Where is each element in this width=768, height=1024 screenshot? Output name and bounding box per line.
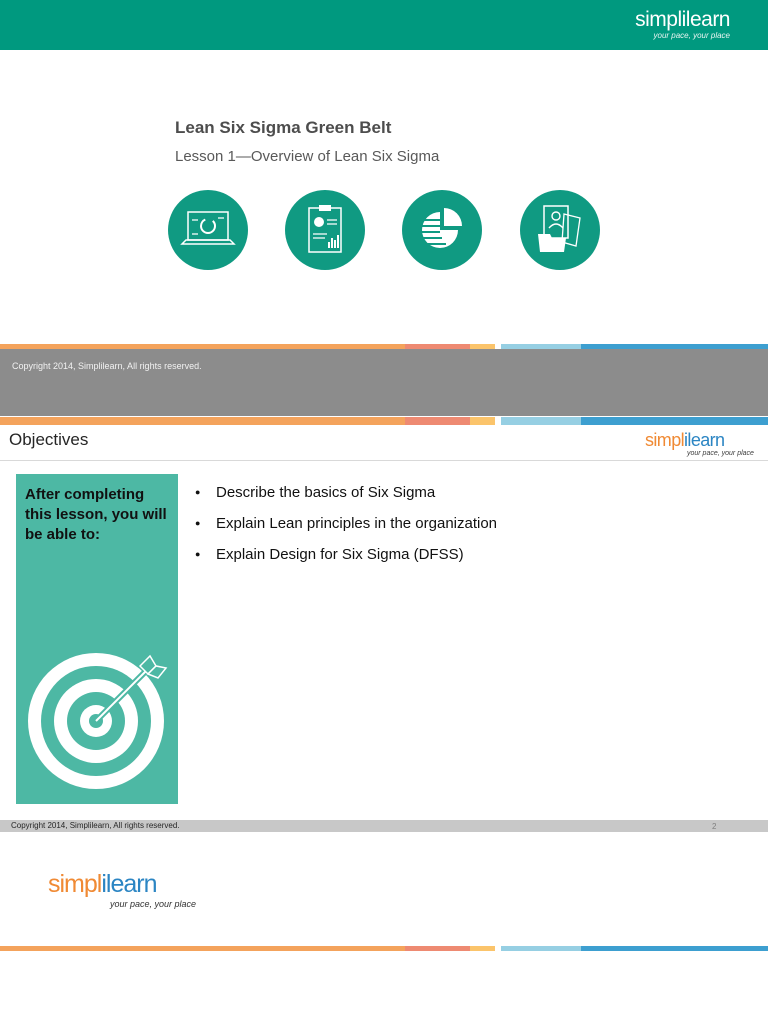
brand-wordmark: simplilearn	[635, 8, 730, 31]
divider	[0, 460, 768, 461]
brand-wordmark: simplilearn	[645, 430, 725, 450]
page-number: 2	[712, 822, 717, 831]
pie-chart-icon	[402, 190, 482, 270]
course-title: Lean Six Sigma Green Belt	[175, 118, 392, 137]
objectives-intro: After completing this lesson, you will be able to:	[25, 486, 167, 543]
decorative-stripe	[0, 946, 768, 951]
slide-footer	[0, 820, 768, 832]
brand-wordmark: simplilearn	[48, 870, 157, 898]
laptop-chart-icon	[168, 190, 248, 270]
decorative-stripe	[0, 417, 768, 425]
list-item: ● Describe the basics of Six Sigma	[195, 483, 497, 502]
target-icon	[16, 644, 178, 804]
header-bar	[0, 0, 768, 50]
brand-logo	[48, 870, 197, 909]
brand-logo	[645, 430, 754, 457]
objectives-panel	[16, 474, 178, 804]
objectives-list	[195, 483, 497, 576]
brand-logo	[635, 9, 730, 40]
profile-folder-icon	[520, 190, 600, 270]
list-item: ● Explain Design for Six Sigma (DFSS)	[195, 545, 497, 564]
copyright-text: Copyright 2014, Simplilearn, All rights reserved.	[11, 821, 180, 830]
clipboard-report-icon	[285, 190, 365, 270]
copyright-text: Copyright 2014, Simplilearn, All rights reserved.	[12, 361, 202, 371]
brand-tagline: your pace, your place	[110, 899, 197, 909]
brand-tagline: your pace, your place	[687, 450, 754, 457]
lesson-subtitle: Lesson 1—Overview of Lean Six Sigma	[175, 148, 440, 165]
list-item: ● Explain Lean principles in the organization	[195, 514, 497, 533]
slide-title: Objectives	[9, 430, 89, 449]
slide-footer	[0, 349, 768, 416]
brand-tagline: your pace, your place	[653, 31, 730, 40]
